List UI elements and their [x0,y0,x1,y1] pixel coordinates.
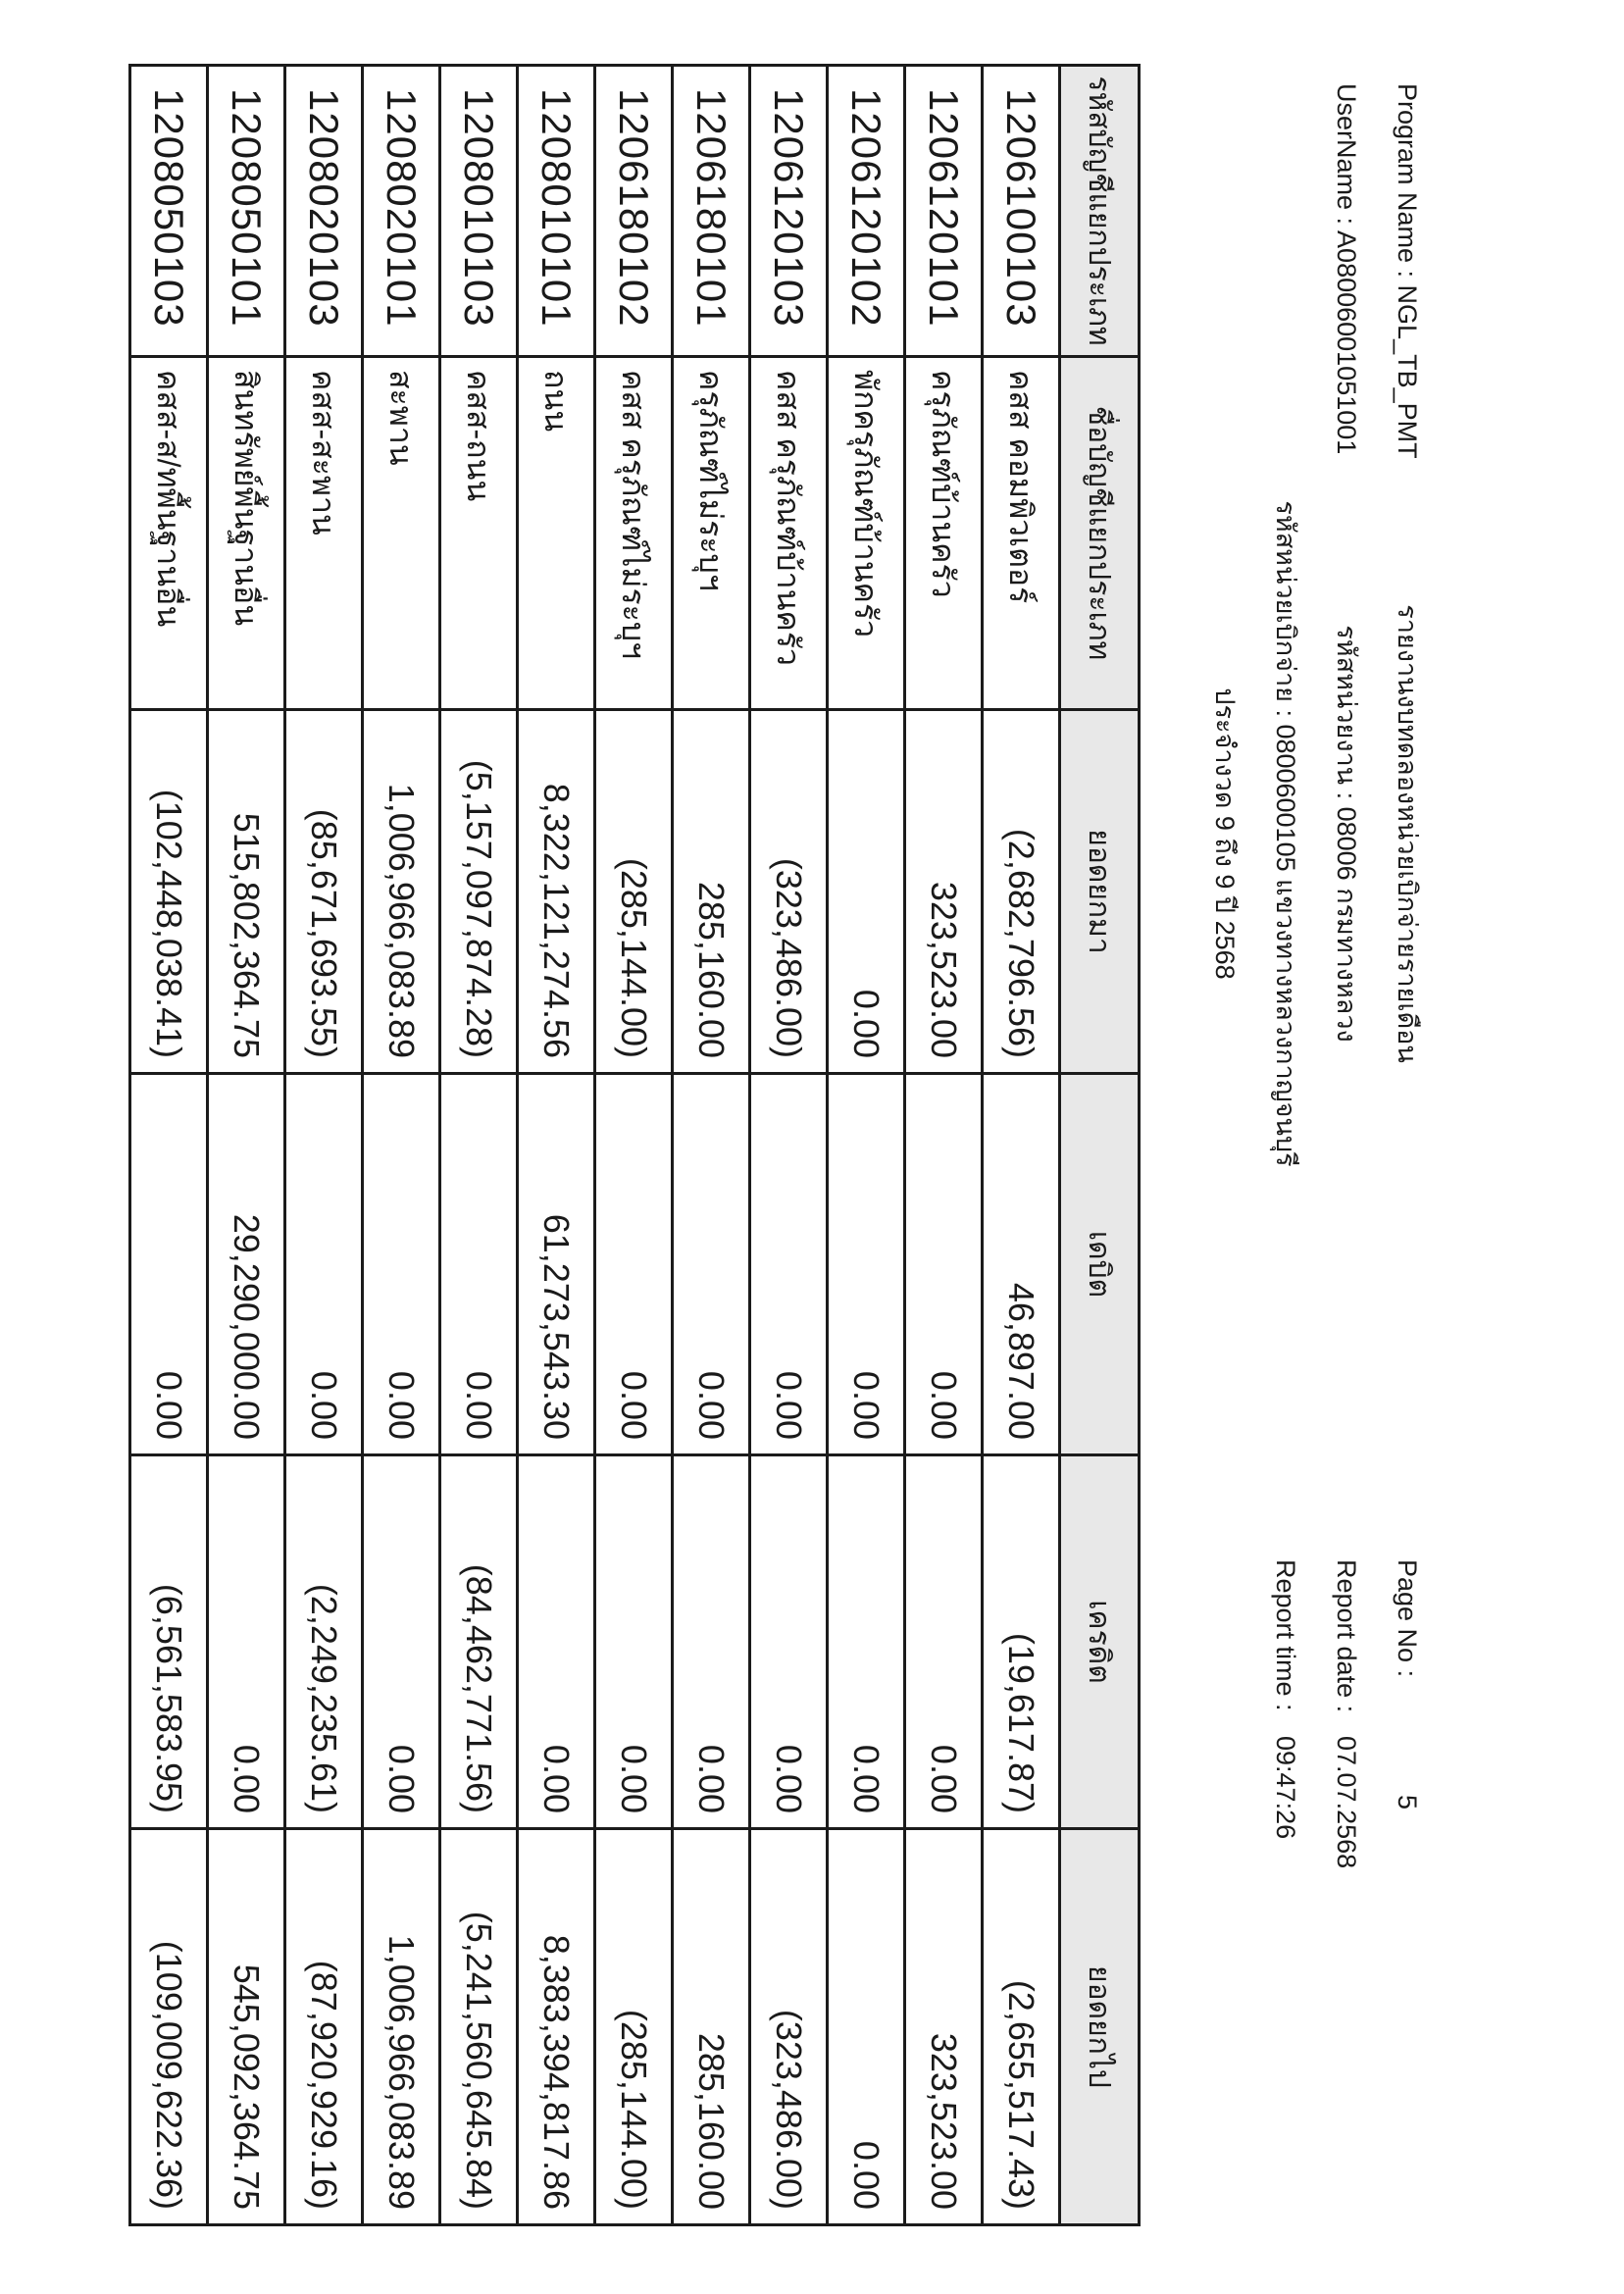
program-name: Program Name : NGL_TB_PMT [1393,83,1422,459]
credit-cell: 0.00 [595,1455,673,1829]
report-title-block [1194,216,1438,1452]
account-code-cell: 1208010101 [518,66,595,357]
user-name: UserName : A08006001051001 [1332,83,1361,455]
table-row [828,66,905,2225]
credit-cell: 0.00 [905,1455,983,1829]
account-code-cell: 1208010103 [440,66,518,357]
debit-cell: 0.00 [828,1074,905,1455]
page-no-line [1377,1559,1438,2148]
report-title: รายงานงบทดลองหน่วยเบิกจ่ายรายเดือน [1393,604,1422,1063]
debit-cell: 0.00 [905,1074,983,1455]
credit-cell: (2,249,235.61) [285,1455,363,1829]
closing-balance-cell: 8,383,394,817.86 [518,1829,595,2225]
col-header-credit: เครดิต [1060,1455,1140,1829]
report-time-line [1255,1559,1316,2148]
account-code-cell: 1206120102 [828,66,905,357]
table-row [285,66,363,2225]
report-date-line [1316,1559,1377,2148]
debit-cell: 0.00 [673,1074,750,1455]
report-meta-right [1255,1559,1438,2148]
account-code-cell: 1206100103 [983,66,1060,357]
closing-balance-cell: 0.00 [828,1829,905,2225]
opening-balance-cell: (5,157,097,874.28) [440,710,518,1074]
debit-cell: 46,897.00 [983,1074,1060,1455]
opening-balance-cell: 285,160.00 [673,710,750,1074]
debit-cell: 0.00 [285,1074,363,1455]
closing-balance-cell: (2,655,517.43) [983,1829,1060,2225]
closing-balance-cell: 545,092,364.75 [208,1829,285,2225]
trial-balance-table [128,64,1141,2226]
opening-balance-cell: 8,322,121,274.56 [518,710,595,1074]
credit-cell: (84,462,771.56) [440,1455,518,1829]
debit-cell: 29,290,000.00 [208,1074,285,1455]
opening-balance-cell: 1,006,966,083.89 [363,710,440,1074]
agency-code-line: รหัสหน่วยงาน : 08006 กรมทางหลวง [1332,625,1361,1043]
opening-balance-cell: 0.00 [828,710,905,1074]
table-row [983,66,1060,2225]
table-row [208,66,285,2225]
account-name-cell: คสส-สะพาน [285,357,363,710]
debit-cell: 0.00 [363,1074,440,1455]
opening-balance-cell: (102,448,038.41) [130,710,208,1074]
table-header-row [1060,66,1140,2225]
table-row [595,66,673,2225]
closing-balance-cell: 285,160.00 [673,1829,750,2225]
debit-cell: 0.00 [750,1074,828,1455]
credit-cell: 0.00 [673,1455,750,1829]
account-code-cell: 1206180101 [673,66,750,357]
account-name-cell: คสส ครุภัณฑ์ไม่ระบุฯ [595,357,673,710]
opening-balance-cell: (323,486.00) [750,710,828,1074]
table-row [750,66,828,2225]
table-row [905,66,983,2225]
table-row [130,66,208,2225]
col-header-closing-balance: ยอดยกไป [1060,1829,1140,2225]
closing-balance-cell: (87,920,929.16) [285,1829,363,2225]
table-row [363,66,440,2225]
report-date-value: 07.07.2568 [1332,1736,1361,1869]
col-header-account-code: รหัสบัญชีแยกประเภท [1060,66,1140,357]
account-name-cell: คสส-ส/ทพื้นฐานอื่น [130,357,208,710]
period-line: ประจำงวด 9 ถึง 9 ปี 2568 [1210,688,1240,980]
report-time-label: Report time : [1271,1559,1300,1711]
report-date-label: Report date : [1332,1559,1361,1713]
col-header-debit: เดบิต [1060,1074,1140,1455]
account-name-cell: สินทรัพย์พื้นฐานอื่น [208,357,285,710]
opening-balance-cell: (285,144.00) [595,710,673,1074]
col-header-account-name: ชื่อบัญชีแยกประเภท [1060,357,1140,710]
credit-cell: (6,561,583.95) [130,1455,208,1829]
credit-cell: 0.00 [828,1455,905,1829]
page-no-label: Page No : [1393,1559,1422,1678]
page-no-value: 5 [1393,1795,1422,1810]
account-name-cell: ครุภัณฑ์ไม่ระบุฯ [673,357,750,710]
closing-balance-cell: (285,144.00) [595,1829,673,2225]
debit-cell: 61,273,543.30 [518,1074,595,1455]
debit-cell: 0.00 [440,1074,518,1455]
opening-balance-cell: (2,682,796.56) [983,710,1060,1074]
credit-cell: 0.00 [518,1455,595,1829]
debit-cell: 0.00 [595,1074,673,1455]
disbursement-unit-line: รหัสหน่วยเบิกจ่าย : 0800600105 แขวงทางหลวงกาญจนบุรี [1271,500,1300,1167]
debit-cell: 0.00 [130,1074,208,1455]
account-name-cell: ถนน [518,357,595,710]
account-name-cell: พักครุภัณฑ์บ้านครัว [828,357,905,710]
account-name-cell: คสส ครุภัณฑ์บ้านครัว [750,357,828,710]
table-row [440,66,518,2225]
opening-balance-cell: 323,523.00 [905,710,983,1074]
credit-cell: 0.00 [750,1455,828,1829]
closing-balance-cell: (109,009,622.36) [130,1829,208,2225]
account-name-cell: สะพาน [363,357,440,710]
account-name-cell: ครุภัณฑ์บ้านครัว [905,357,983,710]
account-name-cell: คสส คอมพิวเตอร์ [983,357,1060,710]
closing-balance-cell: (5,241,560,645.84) [440,1829,518,2225]
account-code-cell: 1208020101 [363,66,440,357]
account-code-cell: 1208020103 [285,66,363,357]
account-code-cell: 1206120101 [905,66,983,357]
account-code-cell: 1208050101 [208,66,285,357]
credit-cell: (19,617.87) [983,1455,1060,1829]
account-code-cell: 1206180102 [595,66,673,357]
report-time-value: 09:47:26 [1271,1736,1300,1840]
credit-cell: 0.00 [363,1455,440,1829]
closing-balance-cell: 1,006,966,083.89 [363,1829,440,2225]
opening-balance-cell: (85,671,693.55) [285,710,363,1074]
credit-cell: 0.00 [208,1455,285,1829]
closing-balance-cell: 323,523.00 [905,1829,983,2225]
table-row [518,66,595,2225]
account-code-cell: 1208050103 [130,66,208,357]
closing-balance-cell: (323,486.00) [750,1829,828,2225]
col-header-opening-balance: ยอดยกมา [1060,710,1140,1074]
table-row [673,66,750,2225]
account-name-cell: คสส-ถนน [440,357,518,710]
account-code-cell: 1206120103 [750,66,828,357]
opening-balance-cell: 515,802,364.75 [208,710,285,1074]
